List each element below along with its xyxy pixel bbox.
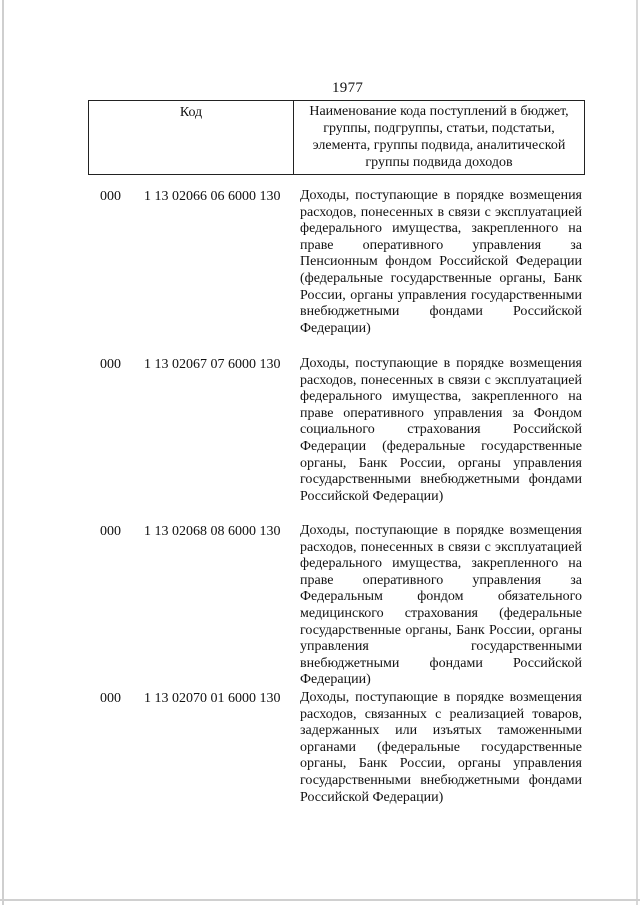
header-code-cell xyxy=(89,101,294,175)
income-code: 1 13 02066 06 6000 130 xyxy=(144,189,281,204)
admin-code: 000 xyxy=(100,189,121,204)
header-name-cell: Наименование кода поступлений в бюджет, группы, подгруппы, статьи, подстатьи, элемента, группы подвида, аналитической группы подвида доходов xyxy=(294,101,585,175)
admin-code: 000 xyxy=(100,691,121,706)
income-description: Доходы, поступающие в порядке возмещения расходов, понесенных в связи с эксплуатацией федерального имущества, закрепленного на праве оперативного управления за Пенсионным фондом Российской Федерации (федеральные государственные органы, Банк России, органы управления государственными внебюджетными фондами Российской Федерации) xyxy=(300,188,582,336)
income-description: Доходы, поступающие в порядке возмещения расходов, понесенных в связи с эксплуатацией федерального имущества, закрепленного на праве оперативного управления за Фондом социального страхования Российской Федерации (федеральные государственные органы, Банк России, органы управления государственными внебюджетными фондами Российской Федерации) xyxy=(300,356,582,504)
scan-edge-bottom xyxy=(0,899,640,901)
income-description: Доходы, поступающие в порядке возмещения расходов, понесенных в связи с эксплуатацией федерального имущества, закрепленного на праве оперативного управления за Федеральным фондом обязательного медицинского страхования (федеральные государственные органы, Банк России, органы управления государственными внебюджетными фондами Российской Федерации) xyxy=(300,523,582,688)
page-number: 1977 xyxy=(332,80,364,96)
table-row xyxy=(0,690,640,830)
income-code: 1 13 02067 07 6000 130 xyxy=(144,357,281,372)
table-header xyxy=(88,100,585,175)
income-description: Доходы, поступающие в порядке возмещения расходов, связанных с реализацией товаров, задержанных или изъятых таможенными органами (федеральные государственные органы, Банк России, органы управления государственными внебюджетными фондами Российской Федерации) xyxy=(300,690,582,805)
table-row xyxy=(0,356,640,523)
income-code-list xyxy=(0,188,640,830)
admin-code: 000 xyxy=(100,524,121,539)
header-code-label: Код xyxy=(179,105,203,120)
income-code: 1 13 02068 08 6000 130 xyxy=(144,524,281,539)
admin-code: 000 xyxy=(100,357,121,372)
table-row xyxy=(0,188,640,356)
table-row xyxy=(0,523,640,690)
income-code: 1 13 02070 01 6000 130 xyxy=(144,691,281,706)
